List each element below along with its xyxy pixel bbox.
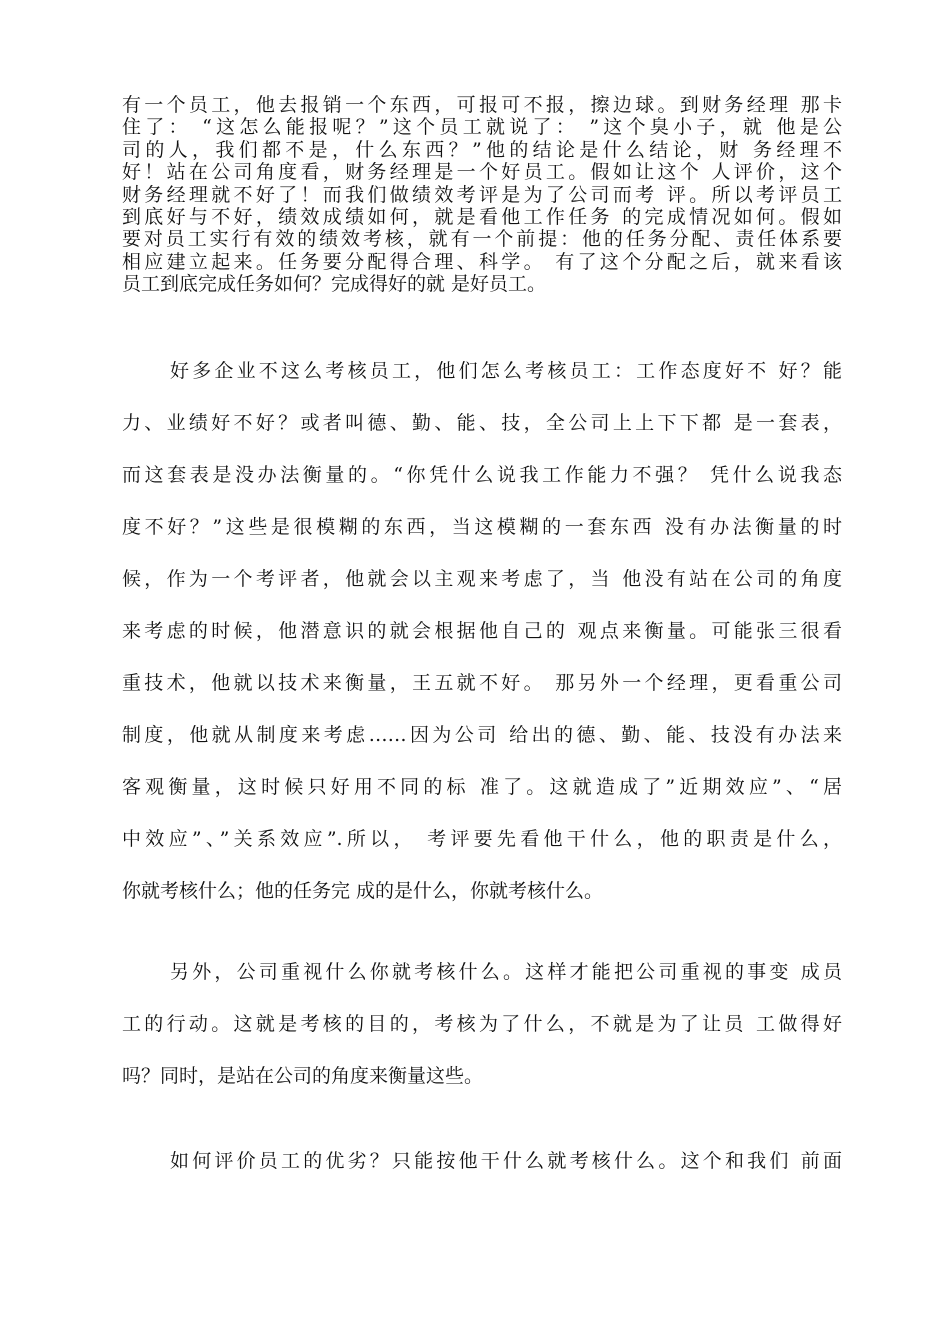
text-line: 住了： “这怎么能报呢？”这个员工就说了： ”这个臭小子，就 他是公	[122, 116, 842, 139]
text-line: 客观衡量，这时候只好用不同的标 准了。这就造成了”近期效应”、“居	[122, 776, 842, 798]
text-line: 相应建立起来。任务要分配得合理、科学。 有了这个分配之后，就来看该	[122, 250, 842, 273]
text-line: 好！站在公司角度看，财务经理是一个好员工。假如让这个 人评价，这个	[122, 161, 842, 184]
text-line: 度不好？”这些是很模糊的东西，当这模糊的一套东西 没有办法衡量的时	[122, 516, 842, 538]
text-line: 来考虑的时候，他潜意识的就会根据他自己的 观点来衡量。可能张三很看	[122, 620, 842, 642]
text-line: 你就考核什么；他的任务完 成的是什么，你就考核什么。	[122, 880, 604, 902]
text-line: 到底好与不好，绩效成绩如何，就是看他工作任务 的完成情况如何。假如	[122, 206, 842, 229]
text-line: 要对员工实行有效的绩效考核，就有一个前提：他的任务分配、责任体系要	[122, 228, 842, 251]
text-line: 司的人，我们都不是，什么东西？”他的结论是什么结论，财 务经理不	[122, 138, 842, 161]
text-line: 如何评价员工的优劣？只能按他干什么就考核什么。这个和我们 前面	[170, 1150, 842, 1172]
text-line: 重技术，他就以技术来衡量，王五就不好。 那另外一个经理，更看重公司	[122, 672, 842, 694]
text-line: 工的行动。这就是考核的目的，考核为了什么，不就是为了让员 工做得好	[122, 1013, 842, 1035]
text-line: 力、业绩好不好？或者叫德、勤、能、技，全公司上上下下都 是一套表，	[122, 412, 842, 434]
paragraph-expense-example	[122, 94, 842, 296]
text-line: 而这套表是没办法衡量的。“你凭什么说我工作能力不强？ 凭什么说我态	[122, 464, 842, 486]
paragraph-company-priorities	[122, 946, 842, 1102]
paragraph-evaluation-methods	[122, 345, 842, 917]
text-line: 好多企业不这么考核员工，他们怎么考核员工：工作态度好不 好？能	[170, 360, 842, 382]
text-line: 吗？同时，是站在公司的角度来衡量这些。	[122, 1065, 484, 1087]
text-line: 制度，他就从制度来考虑……因为公司 给出的德、勤、能、技没有办法来	[122, 724, 842, 746]
text-line: 候，作为一个考评者，他就会以主观来考虑了，当 他没有站在公司的角度	[122, 568, 842, 590]
text-line: 员工到底完成任务如何？完成得好的就 是好员工。	[122, 273, 547, 296]
text-line: 财务经理就不好了！而我们做绩效考评是为了公司而考 评。所以考评员工	[122, 183, 842, 206]
paragraph-evaluate-employees	[122, 1135, 842, 1187]
text-line: 另外，公司重视什么你就考核什么。这样才能把公司重视的事变 成员	[170, 961, 842, 983]
text-line: 中效应”、”关系效应”.所以， 考评要先看他干什么，他的职责是什么，	[122, 828, 842, 850]
text-line: 有一个员工，他去报销一个东西，可报可不报，擦边球。到财务经理 那卡	[122, 94, 842, 116]
